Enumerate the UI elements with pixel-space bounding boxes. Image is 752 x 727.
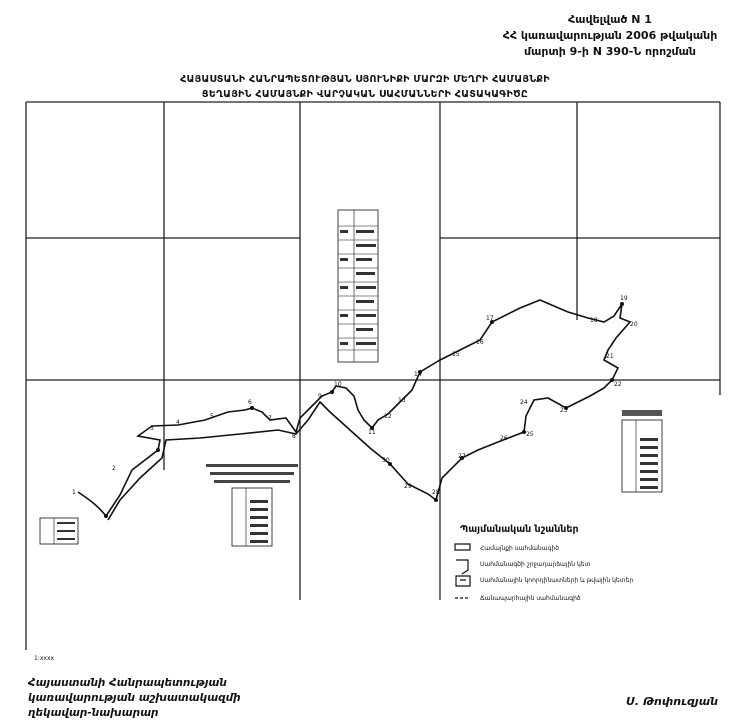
legend-symbol-boundary	[455, 544, 470, 550]
signature-org-line-2: կառավարության աշխատակազմի	[28, 692, 241, 704]
point-label: 16	[476, 339, 484, 346]
point-label: 26	[500, 435, 508, 442]
boundary-point	[250, 406, 254, 410]
signature-block-left	[28, 676, 241, 721]
point-label: 18	[590, 317, 598, 324]
point-label: 1	[72, 489, 76, 496]
point-label: 21	[606, 353, 614, 360]
scale-label: 1:xxxx	[34, 655, 55, 662]
legend-item-3: Սահմանային կոորդինատների և թվային կետեր	[480, 577, 634, 584]
point-label: 13	[398, 397, 406, 404]
point-label: 10	[334, 381, 342, 388]
point-label: 19	[620, 295, 628, 302]
point-label: 4	[176, 419, 180, 426]
coordinate-table-main	[338, 210, 378, 362]
point-label: 7	[268, 415, 272, 422]
point-label: 23	[560, 407, 568, 414]
legend-item-4: Ճանապարհային սահմանագիծ	[480, 595, 581, 602]
map-title-line-1: ՀԱՅԱՍՏԱՆԻ ՀԱՆՐԱՊԵՏՈՒԹՅԱՆ ՍՅՈՒՆԻՔԻ ՄԱՐԶԻ ՄԵՂՐԻ ՀԱՄԱՅՆՔԻ	[180, 74, 550, 85]
point-label: 12	[384, 413, 392, 420]
legend-item-1: Համայնքի սահմանագիծ	[480, 545, 559, 552]
map-legend	[455, 524, 633, 602]
point-label: 3	[150, 425, 154, 432]
boundary-point	[620, 302, 624, 306]
annex-decision-line: ՀՀ կառավարության 2006 թվականի	[502, 29, 718, 42]
boundary-point	[330, 390, 334, 394]
point-label: 20	[630, 321, 638, 328]
point-label: 24	[520, 399, 528, 406]
legend-symbol-turn-point	[456, 560, 468, 574]
point-label: 29	[404, 483, 412, 490]
signature-role: ղեկավար-նախարար	[28, 707, 159, 719]
point-label: 25	[526, 431, 534, 438]
point-label: 2	[112, 465, 116, 472]
legend-title: Պայմանական նշաններ	[460, 524, 579, 535]
point-label: 28	[432, 489, 440, 496]
point-label: 27	[458, 453, 466, 460]
annex-date-line: մարտի 9-ի N 390-Ն որոշման	[523, 45, 697, 58]
point-label: 30	[382, 457, 390, 464]
point-label: 22	[614, 381, 622, 388]
point-label: 6	[248, 399, 252, 406]
signature-name: Ս. Թոփուզյան	[626, 695, 718, 708]
legend-symbol-coordinates	[456, 576, 470, 586]
boundary-point	[434, 498, 438, 502]
point-label: 11	[368, 429, 376, 436]
point-label: 17	[486, 315, 494, 322]
point-label: 15	[452, 351, 460, 358]
map-grid	[26, 102, 720, 650]
signature-org-line-1: Հայաստանի Հանրապետության	[28, 677, 227, 689]
boundary-point	[156, 448, 160, 452]
coordinate-table-center	[206, 464, 298, 546]
point-label: 8	[292, 433, 296, 440]
annex-number: Հավելված N 1	[568, 13, 652, 26]
boundary-point	[104, 514, 108, 518]
map-title-line-2: ՑԵՂԱՅԻՆ ՀԱՄԱՅՆՔԻ ՎԱՐՉԱԿԱՆ ՍԱՀՄԱՆՆԵՐԻ ՀԱՏԱԿԱԳԻԾԸ	[201, 89, 529, 100]
legend-item-2: Սահմանագծի շրջադարձային կետ	[480, 561, 591, 568]
coordinate-table-right	[622, 410, 662, 492]
coordinate-table-left	[40, 518, 78, 544]
point-label: 5	[210, 413, 214, 420]
point-label: 14	[414, 371, 422, 378]
point-label: 9	[318, 393, 322, 400]
